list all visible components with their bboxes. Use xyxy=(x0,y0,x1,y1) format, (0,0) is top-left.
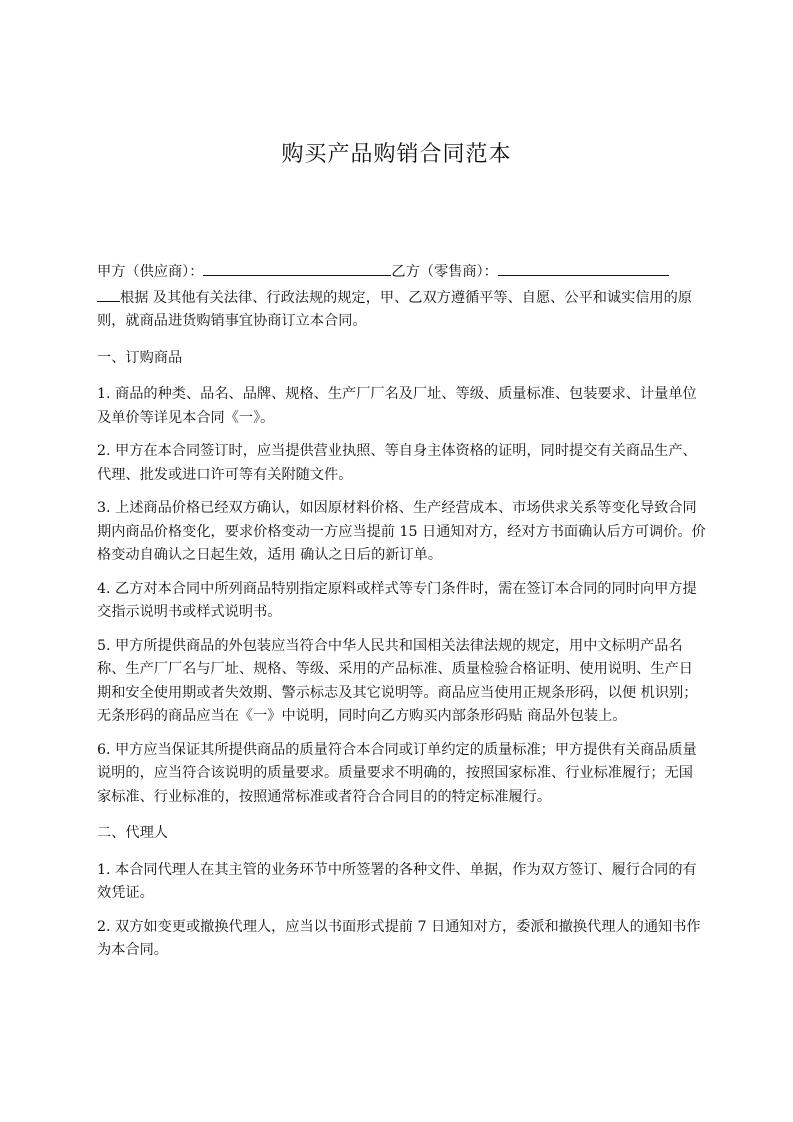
law-name-blank xyxy=(97,285,120,302)
clause-item: 4. 乙方对本合同中所列商品特别指定原料或样式等专门条件时，需在签订本合同的同时向甲方提交指示说明书或样式说明书。 xyxy=(97,580,697,620)
clause-item: 2. 甲方在本合同签订时，应当提供营业执照、等自身主体资格的证明，同时提交有关商品生产、代理、批发或进口许可等有关附随文件。 xyxy=(97,443,697,483)
preamble xyxy=(97,285,707,334)
clause-item: 5. 甲方所提供商品的外包装应当符合中华人民共和国相关法律法规的规定，用中文标明产品名称、生产厂厂名与厂址、规格、等级、采用的产品标准、质量检验合格证明、使用说明、生产日期和安全使用期或者失效期、警示标志及其它说明等。商品应当使用正规条形码，以便 机识别；无条形码的商品应当在《一》中说明，同时向乙方购买内部条形码贴 商品外包装上。 xyxy=(97,637,698,724)
document-title: 购买产品购销合同范本 xyxy=(281,142,512,167)
party-b-blank xyxy=(498,259,669,276)
preamble-text: 根据 及其他有关法律、行政法规的规定，甲、乙双方遵循平等、自愿、公平和诚实信用的原则，就商品进货购销事宜协商订立本合同。 xyxy=(97,289,693,329)
clause-item: 3. 上述商品价格已经双方确认，如因原材料价格、生产经营成本、市场供求关系等变化导致合同期内商品价格变化，要求价格变动一方应当提前 15 日通知对方，经对方书面确认后方可调价。价格变动自确认之日起生效，适用 确认之日后的新订单。 xyxy=(97,500,706,563)
clause-item: 6. 甲方应当保证其所提供商品的质量符合本合同或订单约定的质量标准；甲方提供有关商品质量说明的，应当符合该说明的质量要求。质量要求不明确的，按照国家标准、行业标准履行；无国家标准、行业标准的，按照通常标准或者符合合同目的的特定标准履行。 xyxy=(97,741,697,805)
section-heading: 一、订购商品 xyxy=(97,349,183,366)
party-b-label: 乙方（零售商）： xyxy=(391,264,498,280)
party-a-label: 甲方（供应商）： xyxy=(97,264,204,280)
document-body xyxy=(97,259,707,963)
clause-item: 1. 商品的种类、品名、品牌、规格、生产厂厂名及厂址、等级、质量标准、包装要求、计量单位及单价等详见本合同《一》。 xyxy=(97,386,697,426)
clause-item: 2. 双方如变更或撤换代理人，应当以书面形式提前 7 日通知对方，委派和撤换代理人的通知书作为本合同。 xyxy=(97,918,701,958)
section-heading: 二、代理人 xyxy=(97,825,168,841)
party-a-blank xyxy=(203,259,391,276)
parties-line xyxy=(97,259,707,285)
clause-item: 1. 本合同代理人在其主管的业务环节中所签署的各种文件、单据，作为双方签订、履行合同的有效凭证。 xyxy=(97,861,697,901)
